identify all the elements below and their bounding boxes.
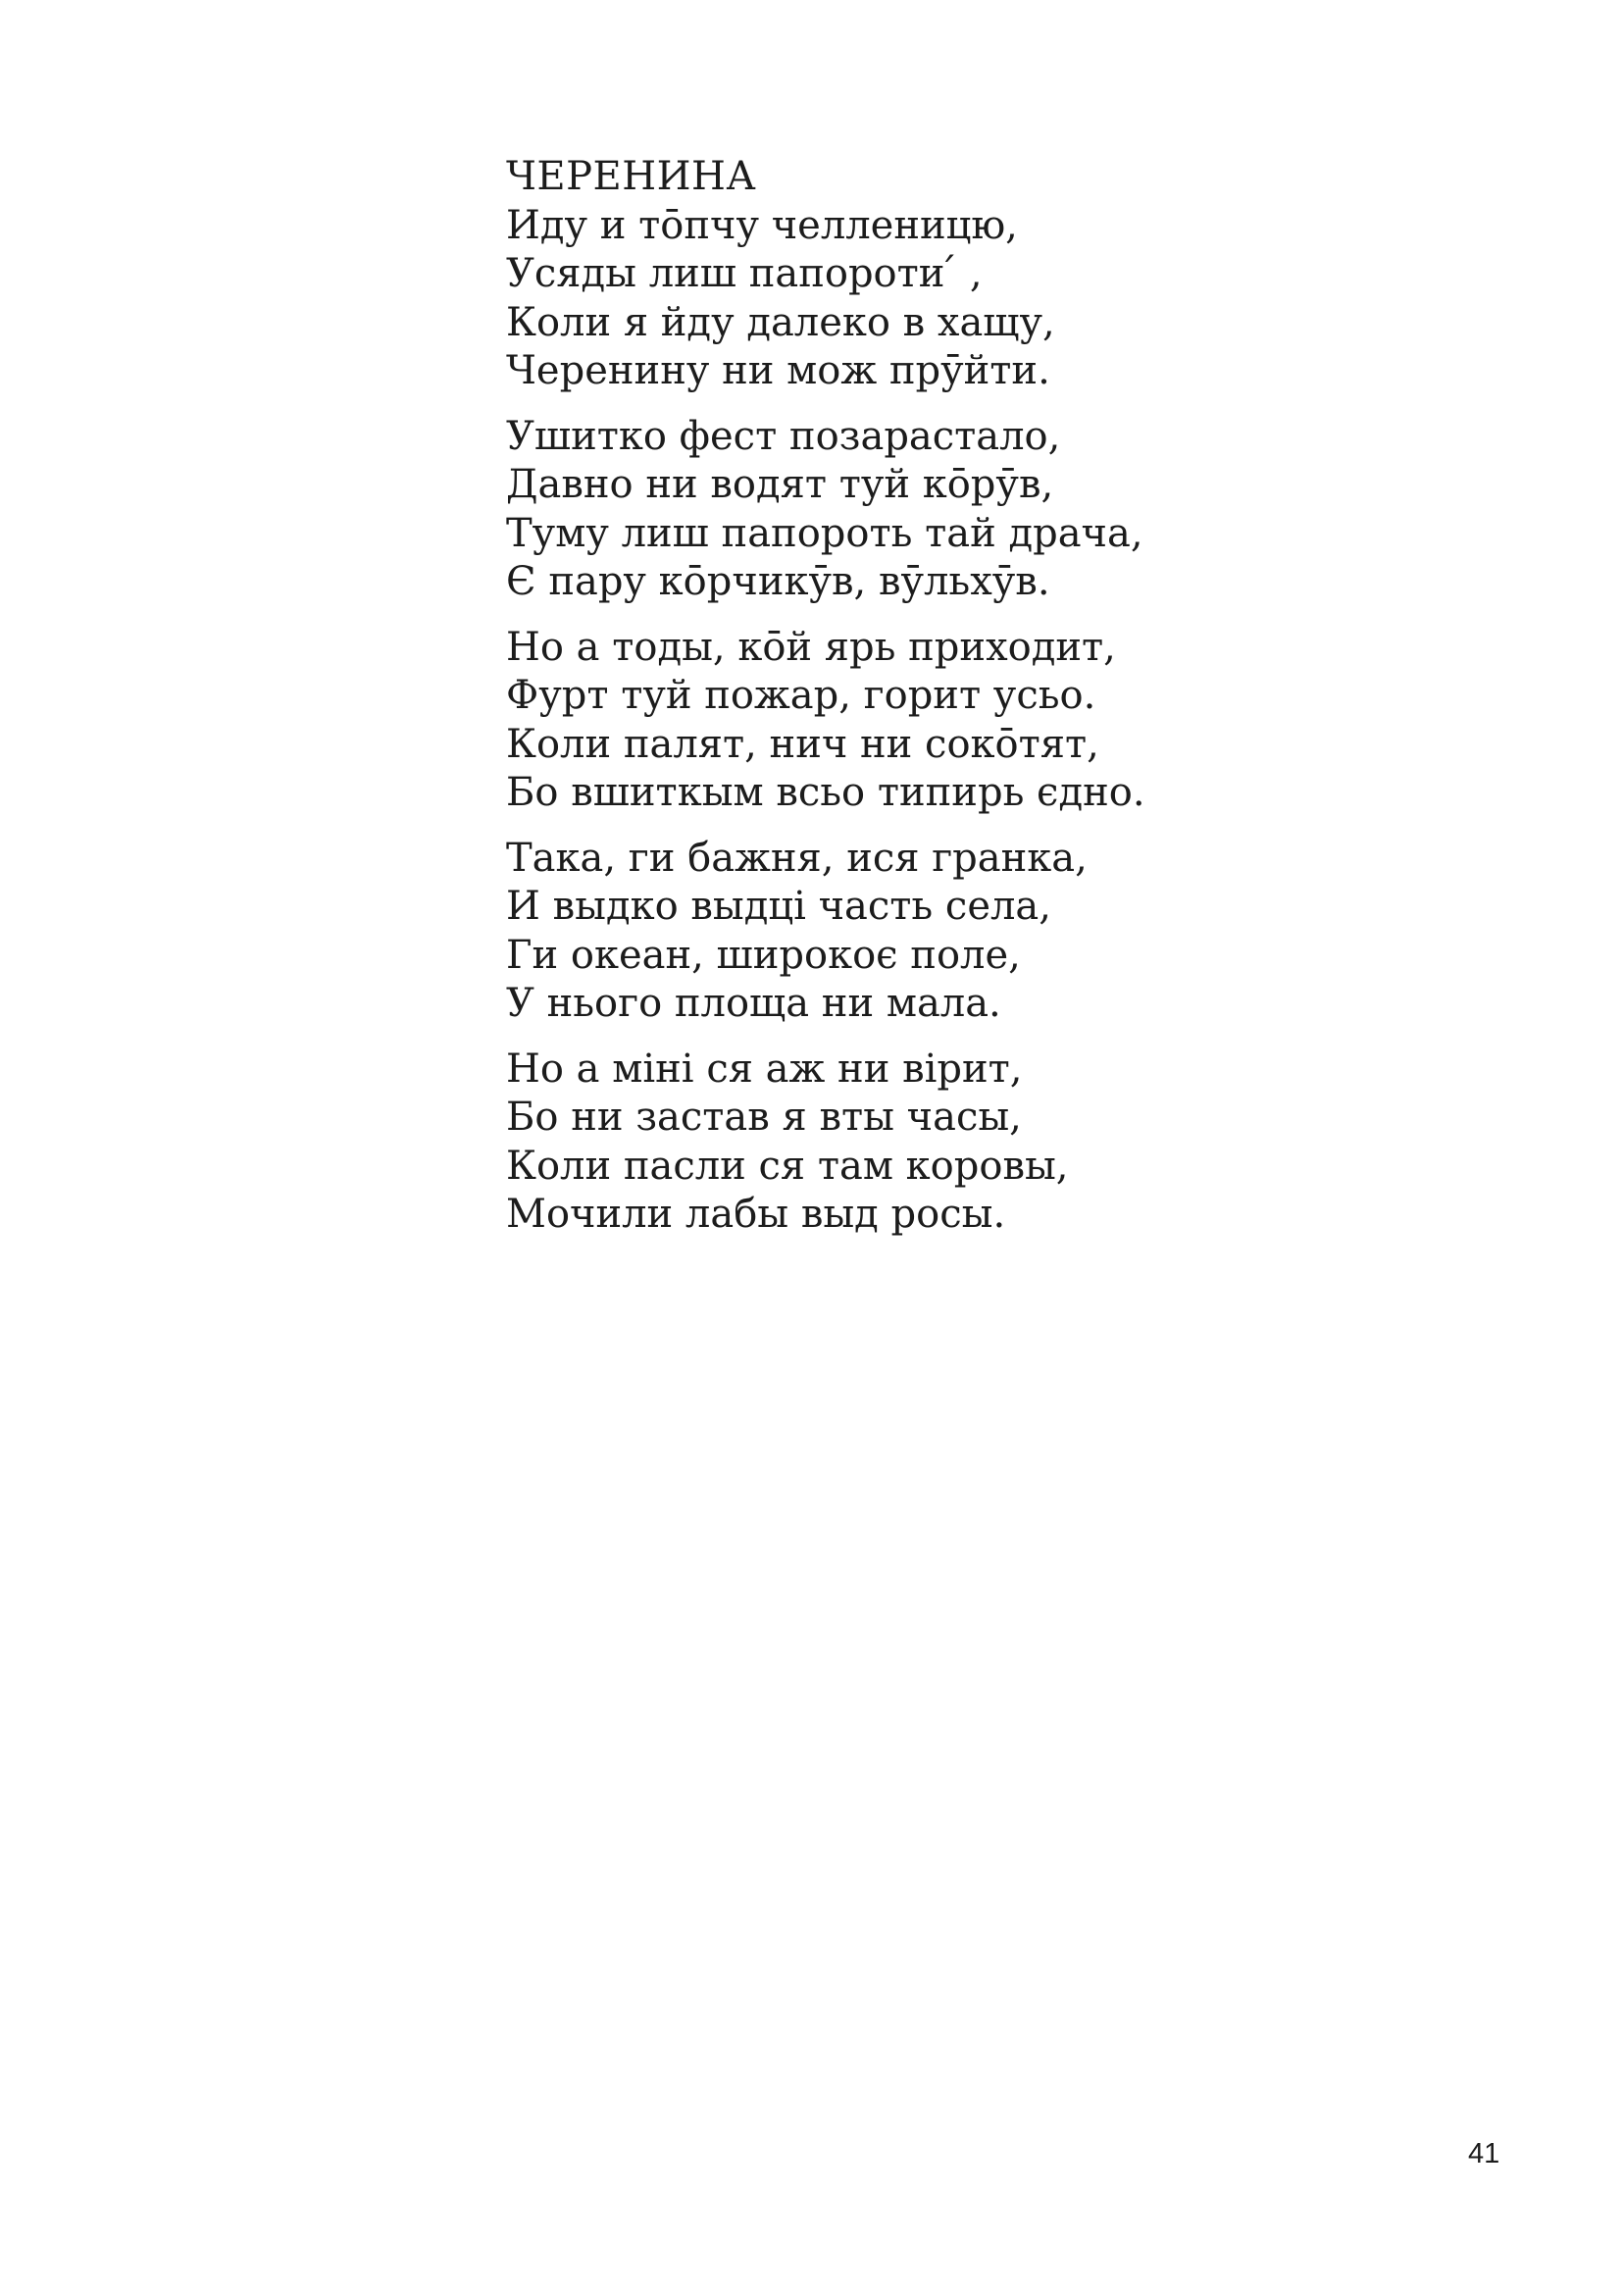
- stanza-2: [506, 413, 1487, 607]
- poem-line: Но а тоды, кōй ярь приходит,: [506, 624, 1116, 670]
- poem-line: Ушитко фест позарастало,: [506, 413, 1061, 459]
- poem-line: Бо ни застав я вты часы,: [506, 1095, 1022, 1140]
- stanza-1: [506, 202, 1487, 396]
- poem: [506, 153, 1487, 1256]
- stanza-3: [506, 624, 1487, 818]
- poem-line: Ги океан, широкоє поле,: [506, 932, 1021, 978]
- poem-line: У нього площа ни мала.: [506, 981, 1001, 1026]
- poem-line: Усяды лиш папороти ́ ,: [506, 251, 983, 296]
- poem-line: Черенину ни мож прӯйти.: [506, 348, 1050, 393]
- poem-line: Иду и тōпчу челленицю,: [506, 202, 1018, 248]
- poem-line: Коли пасли ся там коровы,: [506, 1143, 1069, 1189]
- poem-line: Коли я йду далеко в хащу,: [506, 299, 1055, 345]
- poem-line: Є пару кōрчикӯв, вӯльхӯв.: [506, 559, 1050, 604]
- poem-line: Фурт туй пожар, горит усьо.: [506, 673, 1096, 718]
- poem-title: ЧЕРЕНИНА: [506, 154, 757, 199]
- poem-line: Така, ги бажня, ися гранка,: [506, 835, 1088, 881]
- poem-line: Мочили лабы выд росы.: [506, 1192, 1006, 1237]
- poem-line: Давно ни водят туй кōрӯв,: [506, 462, 1054, 507]
- poem-line: Но а міні ся аж ни вірит,: [506, 1046, 1023, 1092]
- stanza-5: [506, 1046, 1487, 1240]
- poem-line: Бо вшиткым всьо типирь єдно.: [506, 770, 1145, 815]
- poem-line: Коли палят, нич ни сокōтят,: [506, 721, 1099, 767]
- stanza-4: [506, 835, 1487, 1029]
- page-number: 41: [1468, 2138, 1500, 2169]
- poem-line: Туму лиш папороть тай драча,: [506, 510, 1143, 556]
- poem-line: И выдко выдці часть села,: [506, 884, 1051, 929]
